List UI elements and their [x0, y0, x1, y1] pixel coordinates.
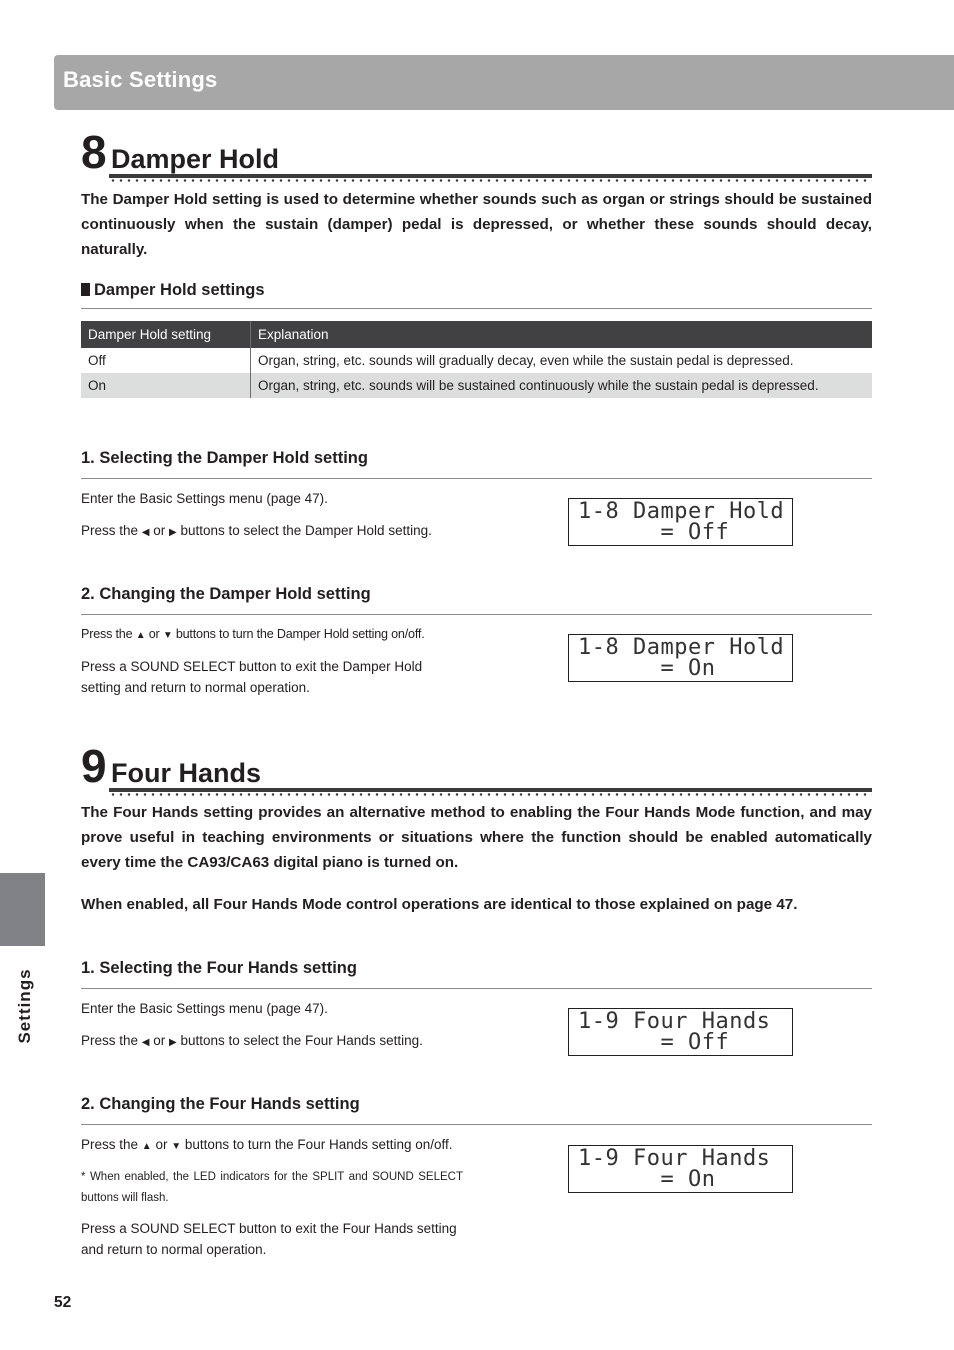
- section-8-heading: [81, 128, 872, 178]
- section-9-title: Four Hands: [111, 758, 262, 788]
- text-run: buttons to select the Four Hands setting.: [176, 1033, 423, 1048]
- damper-step-2-heading: 2. Changing the Damper Hold setting: [81, 585, 872, 615]
- lcd-line-2: = On: [578, 656, 716, 681]
- table-cell-explanation: Organ, string, etc. sounds will gradually decay, even while the sustain pedal is depressed.: [258, 353, 794, 368]
- table-cell-explanation: Organ, string, etc. sounds will be sustained continuously while the sustain pedal is depressed.: [251, 373, 873, 398]
- lcd-display-damper-off: [568, 498, 793, 546]
- four-hands-step-1-text-2: [81, 1030, 463, 1053]
- four-hands-step-2-heading: 2. Changing the Four Hands setting: [81, 1095, 872, 1125]
- chapter-label: Settings: [15, 968, 34, 1044]
- text-run: buttons to turn the Four Hands setting on/off.: [181, 1137, 453, 1152]
- table-header-explanation: Explanation: [251, 321, 873, 348]
- damper-step-1-text-1: Enter the Basic Settings menu (page 47).: [81, 491, 328, 506]
- lcd-line-1: 1-8 Damper Hold: [578, 635, 785, 660]
- header-title: Basic Settings: [63, 67, 218, 92]
- damper-step-1-heading: 1. Selecting the Damper Hold setting: [81, 449, 872, 479]
- header-bar: [54, 55, 954, 110]
- lcd-display-four-hands-on: [568, 1145, 793, 1193]
- section-dotted-rule: [109, 179, 872, 182]
- text-run: Press the: [81, 1033, 142, 1048]
- damper-hold-table: [81, 321, 872, 398]
- lcd-line-1: 1-9 Four Hands: [578, 1009, 771, 1034]
- table-row: [81, 373, 872, 398]
- section-8-lead: The Damper Hold setting is used to determine whether sounds such as organ or strings should be sustained continuously when the sustain (damper) pedal is depressed, or whether these sounds should decay, naturally.: [81, 191, 872, 258]
- up-arrow-icon: ▲: [141, 1141, 152, 1152]
- four-hands-note: * When enabled, the LED indicators for the SPLIT and SOUND SELECT buttons will flash.: [81, 1171, 463, 1204]
- damper-step-2-text-1: [81, 624, 463, 646]
- down-arrow-icon: ▼: [171, 1141, 182, 1152]
- settings-heading-text: Damper Hold settings: [94, 281, 265, 299]
- text-run: or: [151, 1137, 172, 1152]
- section-rule: [109, 788, 872, 792]
- text-run: Press the: [81, 523, 142, 538]
- text-run: buttons to select the Damper Hold setting.: [176, 523, 432, 538]
- damper-step-1-text-2: [81, 520, 463, 543]
- damper-hold-settings-heading: [81, 281, 872, 309]
- lcd-line-2: = Off: [578, 1030, 730, 1055]
- text-run: Press the: [81, 1137, 142, 1152]
- table-header-setting: Damper Hold setting: [81, 321, 251, 348]
- table-cell-setting: On: [81, 373, 251, 398]
- damper-step-2-text-2: Press a SOUND SELECT button to exit the Damper Hold setting and return to normal operation.: [81, 659, 423, 695]
- four-hands-step-2-text-1: [81, 1134, 463, 1157]
- text-run: or: [149, 523, 169, 538]
- down-arrow-icon: ▼: [162, 630, 173, 641]
- four-hands-step-1-heading: 1. Selecting the Four Hands setting: [81, 959, 872, 989]
- section-8-title: Damper Hold: [111, 144, 280, 174]
- text-run: Press the: [81, 627, 136, 641]
- table-cell-setting: Off: [81, 348, 251, 373]
- section-9-heading: [81, 742, 872, 792]
- text-run: buttons to turn the Damper Hold setting on/off.: [172, 627, 425, 641]
- page-number: 52: [54, 1294, 72, 1311]
- left-arrow-icon: ◀: [141, 527, 150, 538]
- section-9-number: 9: [81, 740, 106, 792]
- four-hands-step-1-text-1: Enter the Basic Settings menu (page 47).: [81, 1001, 328, 1016]
- right-arrow-icon: ▶: [169, 1037, 177, 1048]
- lcd-line-2: = On: [578, 1167, 716, 1192]
- section-8-number: 8: [81, 126, 106, 178]
- section-rule: [109, 174, 872, 178]
- chapter-tab: [0, 873, 45, 946]
- lcd-display-four-hands-off: [568, 1008, 793, 1056]
- lcd-line-1: 1-9 Four Hands: [578, 1146, 771, 1171]
- four-hands-step-2-text-2: Press a SOUND SELECT button to exit the Four Hands setting and return to normal operation.: [81, 1221, 457, 1257]
- right-arrow-icon: ▶: [169, 527, 177, 538]
- up-arrow-icon: ▲: [135, 630, 146, 641]
- section-9-lead: The Four Hands setting provides an alternative method to enabling the Four Hands Mode function, and may prove useful in teaching environments or situations where the function should be enabled automatically every time the CA93/CA63 digital piano is turned on.: [81, 804, 872, 871]
- table-row: [81, 348, 872, 373]
- text-run: or: [145, 627, 163, 641]
- lcd-line-1: 1-8 Damper Hold: [578, 499, 785, 524]
- left-arrow-icon: ◀: [141, 1037, 150, 1048]
- section-9-lead-2: When enabled, all Four Hands Mode control operations are identical to those explained on page 47.: [81, 896, 798, 913]
- text-run: or: [149, 1033, 169, 1048]
- square-bullet-icon: [81, 283, 90, 296]
- lcd-line-2: = Off: [578, 520, 730, 545]
- section-dotted-rule: [109, 793, 872, 796]
- lcd-display-damper-on: [568, 634, 793, 682]
